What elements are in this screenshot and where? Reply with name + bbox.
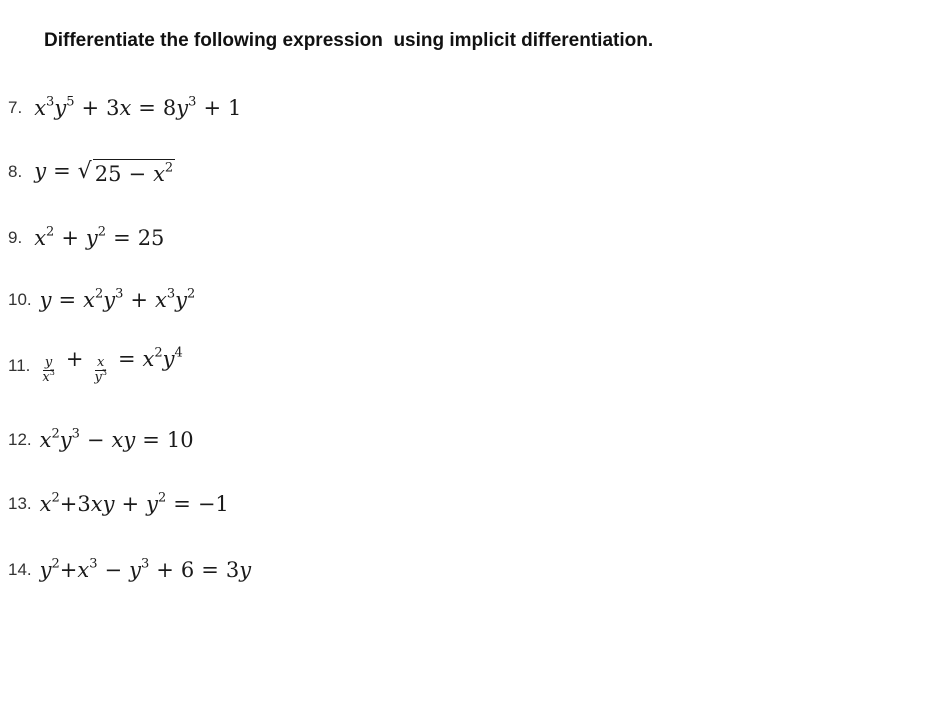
instruction-heading: Differentiate the following expression using implicit differentiation.	[44, 30, 654, 51]
problem-9	[8, 218, 164, 258]
problem-number: 14.	[8, 560, 32, 579]
problem-expression: $\frac{y}{x^3}$ + $\frac{x}{y^3}$ = $x^2y^4$	[42, 344, 183, 385]
problem-14	[8, 550, 251, 590]
problem-number: 10.	[8, 290, 32, 309]
problem-expression: $x^3y^5 + 3x = 8y^3 + 1$	[34, 94, 242, 120]
problem-expression: $y^2+x^3 - y^3 + 6 = 3y$	[39, 556, 252, 582]
fraction: $\frac{y}{x^3}$	[42, 354, 55, 385]
problem-expression: $x^2 + y^2 = 25$	[34, 224, 165, 250]
problem-8	[8, 152, 175, 192]
problem-number: 12.	[8, 430, 32, 449]
problem-7	[8, 88, 241, 128]
problem-13	[8, 484, 229, 524]
problem-number: 8.	[8, 162, 23, 181]
fraction: $\frac{x}{y^3}$	[94, 354, 107, 385]
problem-expression: y = √ $25 - x^2$	[34, 158, 174, 186]
problem-expression: $y = x^2y^3 + x^3y^2$	[39, 286, 196, 312]
problem-expression: $x^2+3xy + y^2 = -1$	[39, 490, 229, 516]
square-root: √ $25 - x^2$	[77, 158, 174, 186]
problem-number: 9.	[8, 228, 23, 247]
problem-number: 13.	[8, 494, 32, 513]
problem-expression: $x^2y^3$ − xy = 10	[39, 426, 194, 452]
problem-10	[8, 280, 195, 320]
problem-11	[8, 346, 183, 386]
problem-number: 11.	[8, 356, 31, 375]
problem-number: 7.	[8, 98, 23, 117]
problem-12	[8, 420, 194, 460]
